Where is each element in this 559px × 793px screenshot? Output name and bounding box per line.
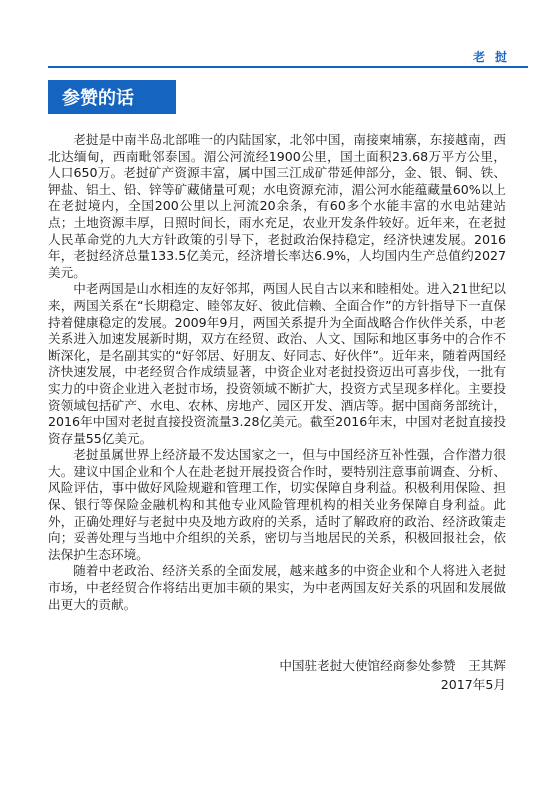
paragraph-1: 老挝是中南半岛北部唯一的内陆国家，北邻中国，南接柬埔寨，东接越南，西北达缅甸，西南毗邻泰国。湄公河流经1900公里，国土面积23.68万平方公里，人口650万。老挝矿产资源丰富，属中国三江成矿带延伸部分，金、银、铜、铁、钾盐、铝土、铅、锌等矿藏储量可观；水电资源充沛，湄公河水能蕴藏量60%以上在老挝境内，全国200公里以上河流20余条，有60多个水能丰富的水电站建站点；土地资源丰厚，日照时间长，雨水充足，农业开发条件较好。近年来，在老挝人民革命党的九大方针政策的引导下，老挝政治保持稳定，经济快速发展。2016年，老挝经济总量133.5亿美元，经济增长率达6.9%，人均国内生产总值约2027美元。 bbox=[48, 132, 506, 280]
header-divider bbox=[48, 66, 528, 68]
section-title-bar bbox=[48, 80, 176, 114]
section-title: 参赞的话 bbox=[62, 88, 134, 109]
paragraph-2: 中老两国是山水相连的友好邻邦，两国人民自古以来和睦相处。进入21世纪以来，两国关系在“长期稳定、睦邻友好、彼此信赖、全面合作”的方针指导下一直保持着健康稳定的发展。2009年9月，两国关系提升为全面战略合作伙伴关系，中老关系进入加速发展新时期，双方在经贸、政治、人文、国际和地区事务中的合作不断深化，是名副其实的“好邻居、好朋友、好同志、好伙伴”。近年来，随着两国经济快速发展，中老经贸合作成绩显著，中资企业对老挝投资迈出可喜步伐，一批有实力的中资企业进入老挝市场，投资领域不断扩大，投资方式呈现多样化。主要投资领域包括矿产、水电、农林、房地产、园区开发、酒店等。据中国商务部统计，2016年中国对老挝直接投资流量3.28亿美元。截至2016年末，中国对老挝直接投资存量55亿美元。 bbox=[48, 281, 506, 446]
paragraph-4: 随着中老政治、经济关系的全面发展，越来越多的中资企业和个人将进入老挝市场，中老经贸合作将结出更加丰硕的果实，为中老两国友好关系的巩固和发展做出更大的贡献。 bbox=[48, 563, 506, 612]
signature-author: 中国驻老挝大使馆经商参处参赞 王其辉 bbox=[279, 658, 506, 673]
header-country-label: 老挝 bbox=[472, 50, 517, 64]
article-body bbox=[48, 132, 506, 613]
paragraph-3: 老挝虽属世界上经济最不发达国家之一，但与中国经济互补性强，合作潜力很大。建议中国企业和个人在赴老挝开展投资合作时，要特别注意事前调查、分析、风险评估，事中做好风险规避和管理工作，切实保障自身利益。积极利用保险、担保、银行等保险金融机构和其他专业风险管理机构的相关业务保障自身利益。此外，正确处理好与老挝中央及地方政府的关系，适时了解政府的政治、经济政策走向；妥善处理与当地中介组织的关系，密切与当地居民的关系，积极回报社会，依法保护生态环境。 bbox=[48, 447, 506, 562]
signature-date: 2017年5月 bbox=[440, 677, 506, 692]
